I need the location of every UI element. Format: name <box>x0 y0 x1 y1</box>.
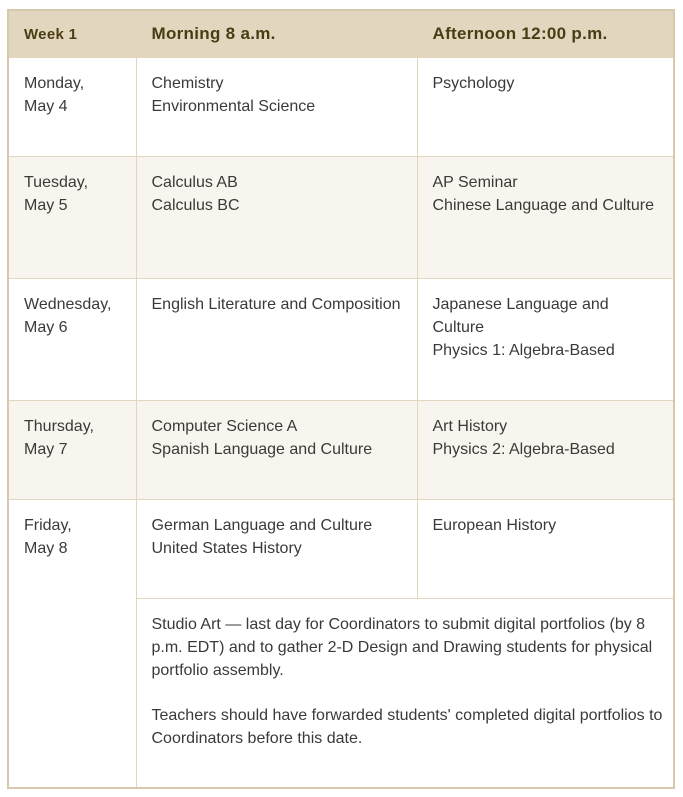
day-date: May 4 <box>24 98 68 115</box>
morning-cell <box>136 157 417 279</box>
day-cell <box>8 500 136 789</box>
exam-name: Chemistry <box>151 75 224 92</box>
exam-name: Psychology <box>432 75 515 92</box>
day-cell <box>8 58 136 157</box>
afternoon-cell <box>417 157 674 279</box>
afternoon-cell <box>417 401 674 500</box>
table-row <box>8 401 674 500</box>
exam-name: Spanish Language and Culture <box>151 441 373 458</box>
day-date: May 5 <box>24 197 68 214</box>
afternoon-cell <box>417 58 674 157</box>
day-name: Wednesday, <box>24 296 112 313</box>
day-name: Tuesday, <box>24 174 89 191</box>
day-cell <box>8 401 136 500</box>
schedule-table <box>7 9 675 789</box>
exam-name: English Literature and Composition <box>151 296 401 313</box>
exam-name: European History <box>432 517 557 534</box>
exam-name: United States History <box>151 540 302 557</box>
exam-name: Art History <box>432 418 508 435</box>
day-name: Monday, <box>24 75 85 92</box>
header-afternoon: Afternoon 12:00 p.m. <box>417 10 674 58</box>
exam-name: Japanese Language and Culture <box>432 296 609 336</box>
header-week: Week 1 <box>8 10 136 58</box>
note-paragraph: Teachers should have forwarded students' completed digital portfolios to Coordinators before this date. <box>151 707 663 747</box>
table-row <box>8 157 674 279</box>
morning-cell <box>136 279 417 401</box>
table-row <box>8 500 674 599</box>
exam-name: Chinese Language and Culture <box>432 197 654 214</box>
exam-name: German Language and Culture <box>151 517 373 534</box>
day-date: May 6 <box>24 319 68 336</box>
exam-name: Calculus BC <box>151 197 240 214</box>
day-date: May 7 <box>24 441 68 458</box>
header-morning: Morning 8 a.m. <box>136 10 417 58</box>
morning-cell <box>136 401 417 500</box>
afternoon-cell <box>417 500 674 599</box>
day-name: Friday, <box>24 517 72 534</box>
day-cell <box>8 279 136 401</box>
exam-name: Physics 2: Algebra-Based <box>432 441 615 458</box>
day-name: Thursday, <box>24 418 94 435</box>
header-row <box>8 10 674 58</box>
exam-name: Physics 1: Algebra-Based <box>432 342 615 359</box>
afternoon-cell <box>417 279 674 401</box>
exam-name: AP Seminar <box>432 174 518 191</box>
studio-art-note <box>136 599 674 789</box>
morning-cell <box>136 500 417 599</box>
table-row <box>8 279 674 401</box>
morning-cell <box>136 58 417 157</box>
exam-name: Computer Science A <box>151 418 298 435</box>
exam-schedule <box>7 9 675 789</box>
day-cell <box>8 157 136 279</box>
exam-name: Environmental Science <box>151 98 316 115</box>
table-row <box>8 58 674 157</box>
exam-name: Calculus AB <box>151 174 238 191</box>
day-date: May 8 <box>24 540 68 557</box>
note-paragraph: Studio Art — last day for Coordinators to submit digital portfolios (by 8 p.m. EDT) and to gather 2-D Design and Drawing students for physical portfolio assembly. <box>151 616 653 679</box>
